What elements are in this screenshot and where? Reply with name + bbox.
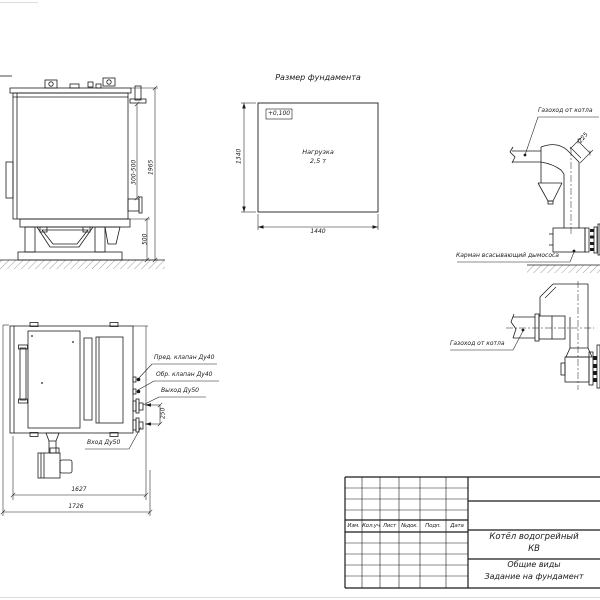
dim-nozzle-range: 300-500 — [130, 159, 138, 185]
dim-ports-spacing: 250 — [159, 407, 167, 420]
safety-valve-label: Пред. клапан Ду40 — [154, 354, 215, 361]
sheet-name-line2: Задание на фундамент — [484, 572, 584, 581]
dim-foundation-depth: 1340 — [235, 148, 243, 164]
title-block-header-izm: Изм. — [347, 522, 360, 529]
title-block-header-list: Лист — [382, 522, 397, 529]
load-label-line2: 2,5 т — [309, 157, 327, 165]
title-block-header-data: Дата — [450, 522, 464, 529]
load-label-line1: Нагрузка — [302, 148, 334, 156]
title-block-header-koluch: Кол.уч — [362, 522, 380, 529]
check-valve-label: Обр. клапан Ду40 — [156, 371, 213, 378]
sheet-name-line1: Общие виды — [507, 560, 561, 569]
side-view-linework — [0, 76, 165, 269]
flue-side-view-linework — [450, 281, 600, 390]
inlet-label: Вход Ду50 — [87, 439, 121, 446]
product-name-line2: КВ — [528, 544, 540, 554]
suction-pocket-label: Карман всасывающий дымососа — [456, 252, 559, 259]
dim-total-height: 1965 — [147, 159, 155, 175]
title-block-header-ndok: №док. — [401, 522, 418, 529]
outlet-label: Выход Ду50 — [161, 387, 200, 394]
dim-foundation-height: 500 — [141, 233, 149, 246]
dim-body-length: 1627 — [71, 486, 87, 493]
dim-foundation-width: 1440 — [310, 227, 326, 235]
foundation-title-label: Размер фундамента — [275, 73, 361, 82]
flue-from-boiler-label-side: Газоход от котла — [450, 340, 505, 347]
dim-duct-225: 225 — [577, 131, 590, 145]
elevation-mark: +0,100 — [267, 110, 291, 117]
flue-from-boiler-label-top: Газоход от котла — [538, 107, 593, 114]
foundation-plan-dimension-lines — [241, 103, 378, 230]
title-block-header-podp: Подп. — [425, 522, 441, 529]
product-name-line1: Котёл водогрейный — [489, 532, 579, 542]
dim-overall-length: 1726 — [68, 503, 84, 510]
